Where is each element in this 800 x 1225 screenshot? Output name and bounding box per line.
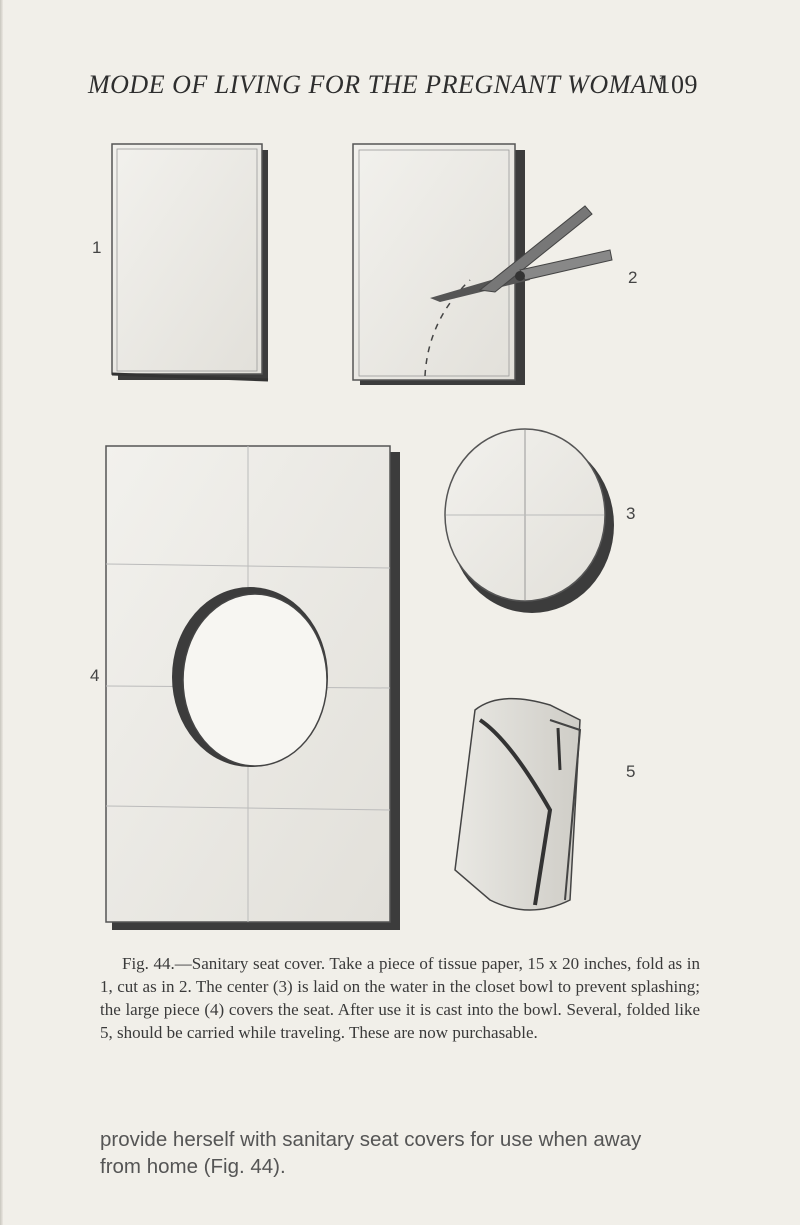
- page-edge-shadow: [0, 0, 3, 1225]
- figure-label-5: 5: [626, 762, 636, 781]
- figure-44: [80, 130, 680, 940]
- seat-cover-4: [106, 446, 400, 930]
- running-head: [88, 70, 698, 110]
- figure-label-1: 1: [92, 238, 102, 257]
- figure-label-3: 3: [626, 504, 636, 523]
- rolled-cover-5: [455, 699, 580, 910]
- folded-tissue-1: [112, 144, 268, 380]
- body-text-line-1: provide herself with sanitary seat covers for use when away: [100, 1128, 642, 1151]
- figure-label-2: 2: [628, 268, 638, 287]
- figure-illustration: [80, 130, 680, 940]
- figure-caption: Fig. 44.—Sanitary seat cover. Take a piece of tissue paper, 15 x 20 inches, fold as in 1, cut as in 2. The center (3) is laid on the water in the closet bowl to prevent splashing; the large piece (4) covers the seat. After use it is cast into the bowl. Several, folded like 5, should be carried while traveling. These are now purchasable.: [100, 954, 700, 1042]
- figure-label-4: 4: [90, 666, 100, 685]
- running-title: MODE OF LIVING FOR THE PREGNANT WOMAN: [88, 70, 665, 99]
- circle-center-3: [445, 429, 614, 613]
- page-number: 109: [657, 70, 698, 99]
- body-text-line-2: from home (Fig. 44).: [100, 1155, 286, 1178]
- folded-tissue-2-with-scissors: [353, 144, 612, 385]
